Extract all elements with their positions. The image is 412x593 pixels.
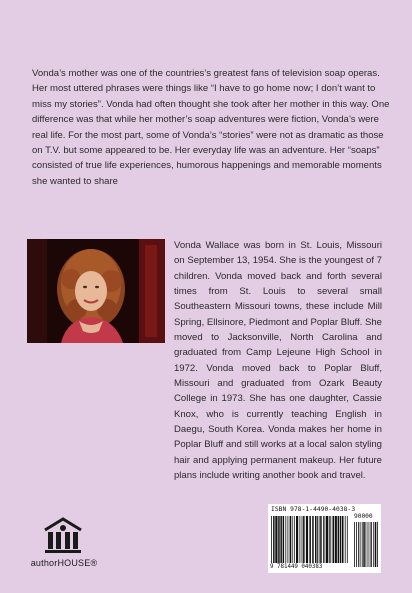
price-code: 90000 <box>354 513 373 520</box>
isbn-label: ISBN 978-1-4490-4038-3 <box>271 506 356 513</box>
back-cover-blurb: Vonda’s mother was one of the countries’s greatest fans of television soap operas. Her most uttered phrases were things like “I have to go home now; I don’t want to miss my stories”. Vonda had often thought she took after her mother in this way. One difference was that while her mother’s soap adventures were fiction, Vonda’s were real life. For the most part, some of Vonda’s “stories” were not as dramatic as those on T.V. but some appeared to be. Her everyday life was an adventure. Her “soaps” consisted of true life experiences, humorous happenings and memorable moments she wanted to share <box>32 68 390 187</box>
publisher-logo-icon <box>42 516 84 554</box>
barcode-bars <box>271 516 349 563</box>
isbn-barcode <box>268 504 381 573</box>
publisher-name: authorHOUSE® <box>30 558 98 568</box>
publisher-logo <box>24 516 102 576</box>
barcode-digits: 9 781449 040383 <box>270 564 323 570</box>
author-bio: Vonda Wallace was born in St. Louis, Missouri on September 13, 1954. She is the youngest of 7 children. Vonda moved back and forth several times from St. Louis to several small Southeastern Missouri towns, these include Mill Spring, Ellsinore, Piedmont and Poplar Bluff. She moved to Jacksonville, North Carolina and graduated from Camp Lejeune High School in 1972. Vonda moved back to Poplar Bluff, Missouri and graduated from Ozark Beauty College in 1973. She has one daughter, Cassie Knox, who is currently teaching English in Daegu, South Korea. Vonda makes her home in Poplar Bluff and still works at a local salon styling hair and applying permanent makeup. Her future plans include writing another book and travel. <box>174 240 382 482</box>
author-photo <box>27 239 165 343</box>
addon-barcode-bars <box>354 522 378 567</box>
